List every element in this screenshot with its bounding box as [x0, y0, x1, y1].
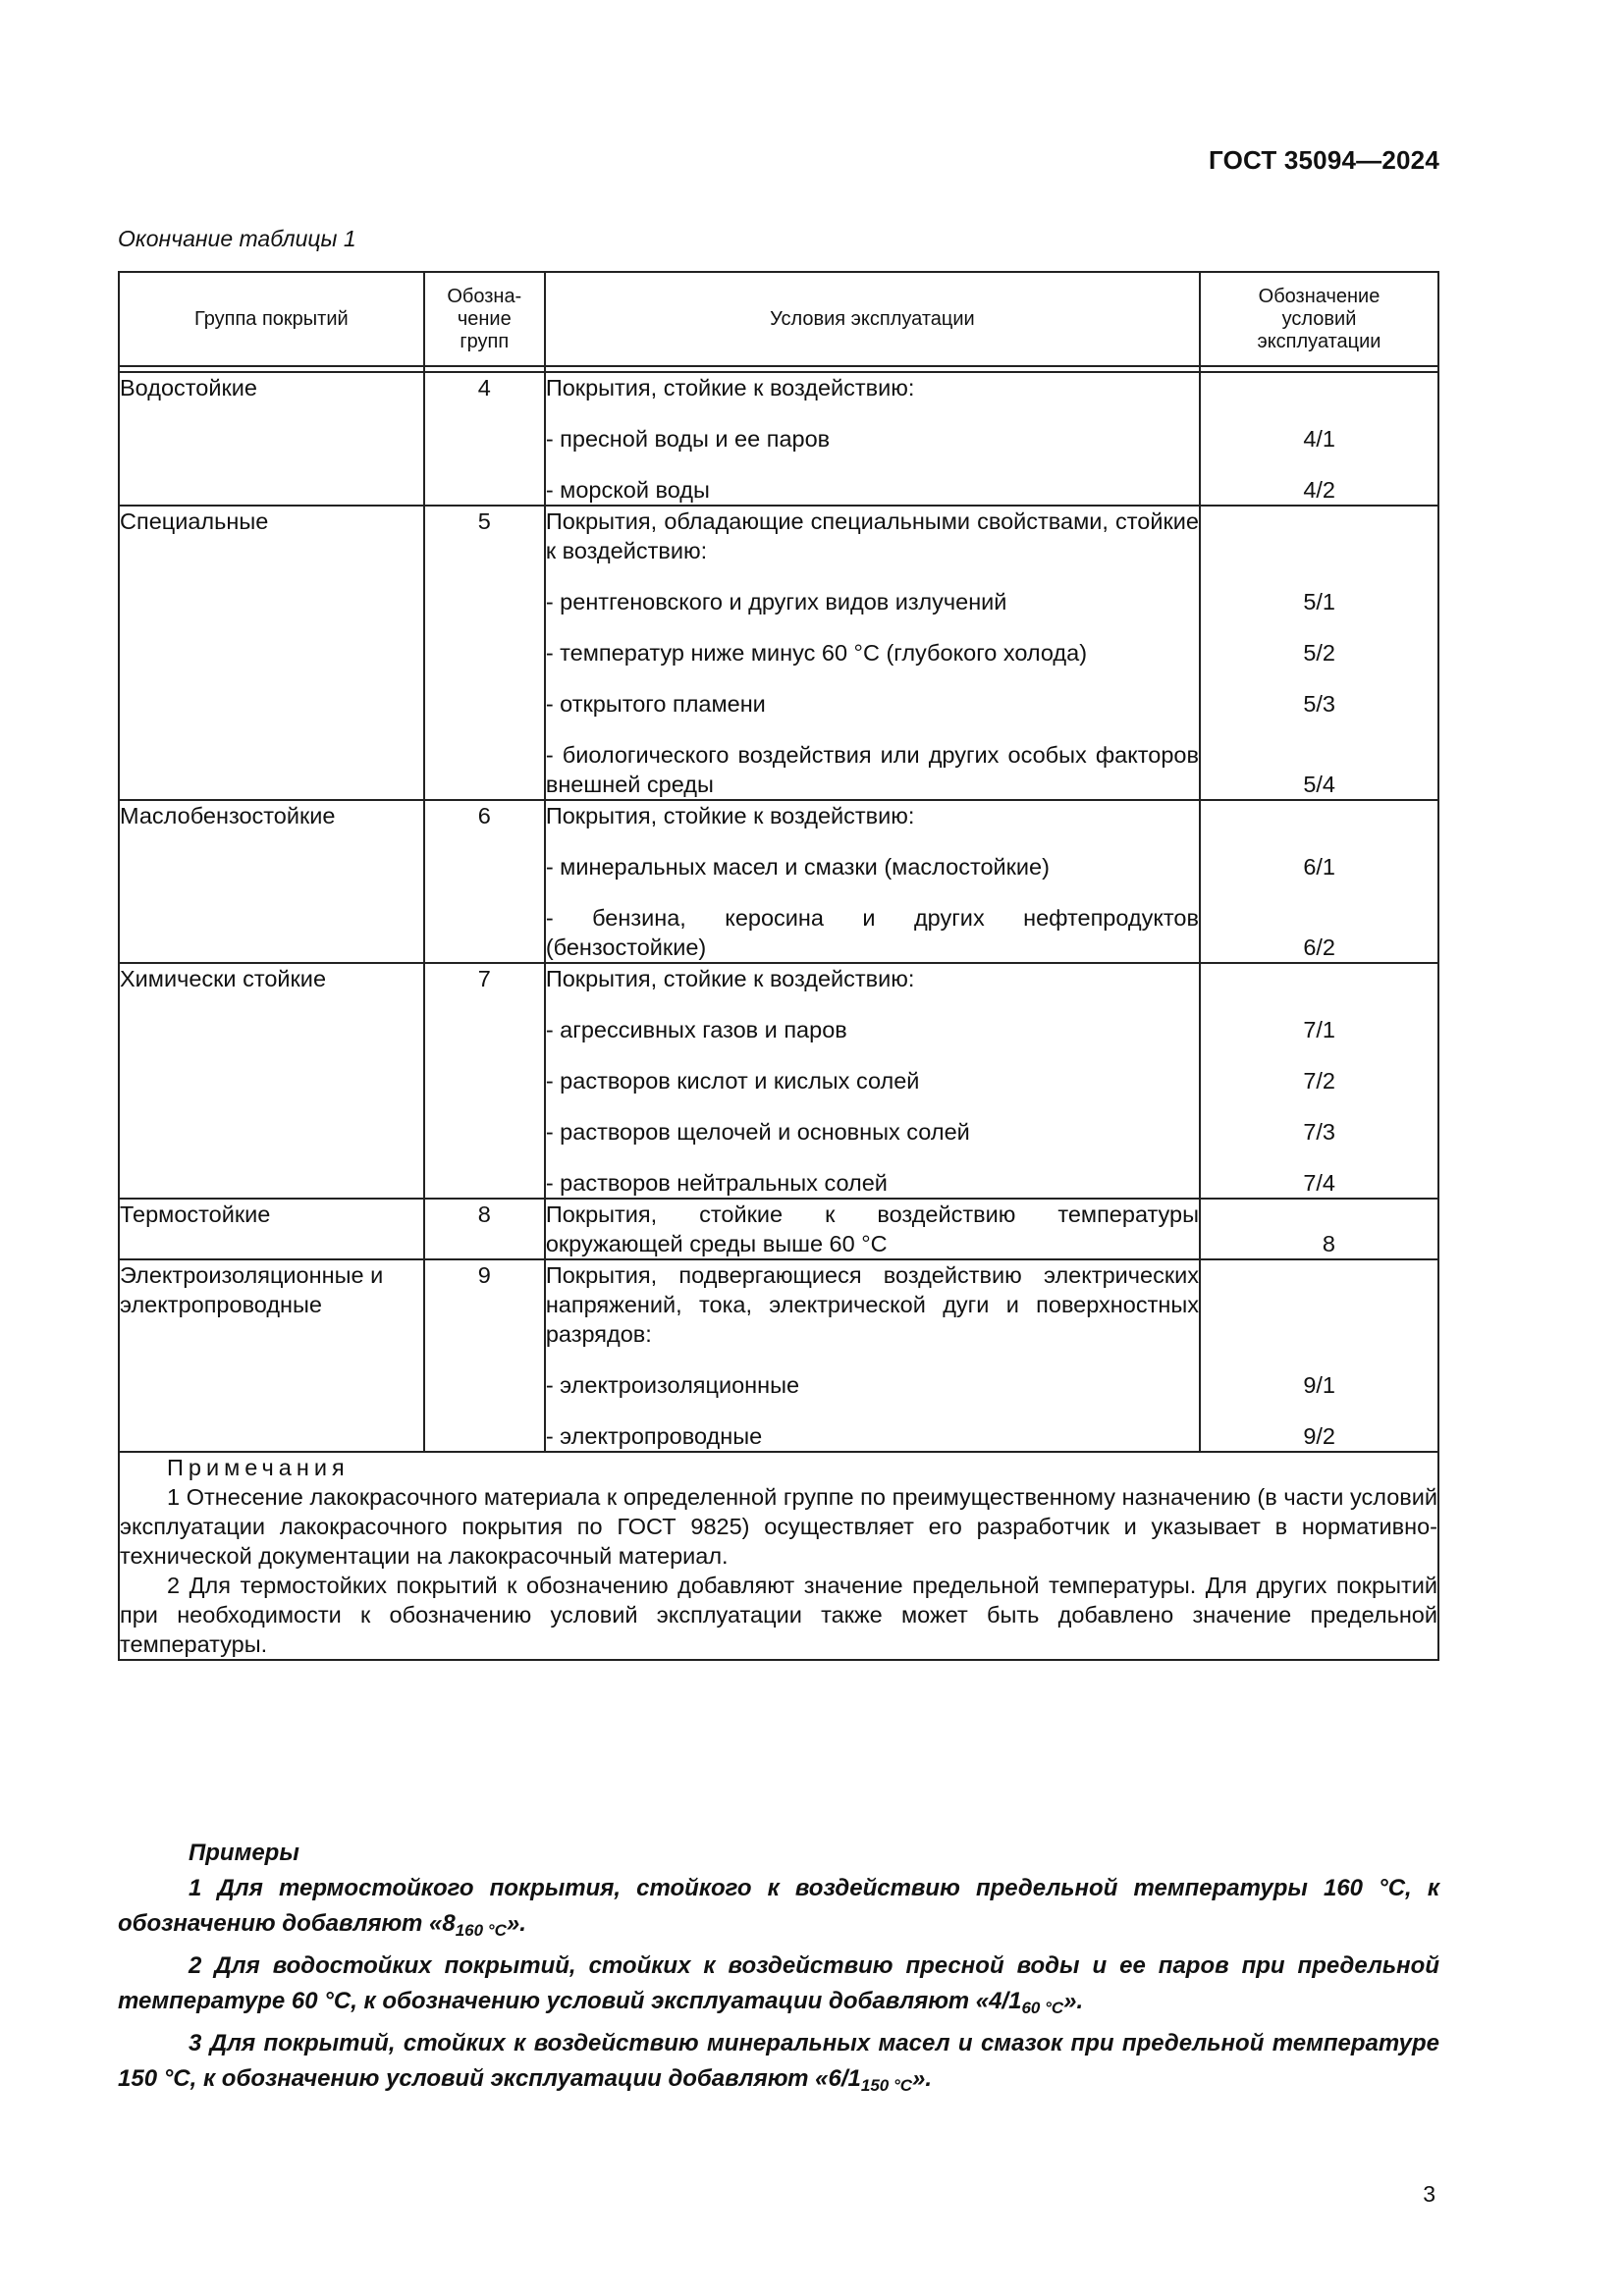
example-item: 3 Для покрытий, стойких к воздействию минеральных масел и смазок при предельной температуре 150 °С, к обозначению условий эксплуатации добавляют «$6/1_{150 ^\circ С}$».: [118, 2030, 1439, 2095]
group-number: 5: [424, 506, 545, 800]
notes-row: [119, 1452, 1438, 1660]
conditions-intro: Покрытия, стойкие к воздействию:: [545, 966, 915, 991]
condition-code: 4/2: [1303, 477, 1335, 503]
table-row: [119, 963, 1438, 1199]
group-number: 9: [424, 1259, 545, 1452]
condition-item: - минеральных масел и смазки (маслостойкие): [545, 854, 1050, 880]
group-name: Водостойкие: [119, 372, 424, 506]
codes-cell: [1200, 1199, 1438, 1259]
header-group: Группа покрытий: [119, 272, 424, 366]
conditions-intro: Покрытия, стойкие к воздействию:: [545, 803, 915, 828]
conditions-cell: [545, 800, 1200, 963]
condition-item: - морской воды: [545, 477, 710, 503]
examples-title: Примеры: [189, 1840, 299, 1866]
table-row: [119, 800, 1438, 963]
codes-cell: [1200, 800, 1438, 963]
condition-code: 7/1: [1303, 1017, 1335, 1042]
group-name: Электроизоляционные и электропроводные: [119, 1259, 424, 1452]
condition-code: 9/2: [1303, 1423, 1335, 1449]
table-row: [119, 1259, 1438, 1452]
condition-code: 7/2: [1303, 1068, 1335, 1094]
condition-item: - растворов щелочей и основных солей: [545, 1119, 970, 1145]
codes-cell: [1200, 506, 1438, 800]
condition-item: - растворов кислот и кислых солей: [545, 1068, 920, 1094]
condition-item: - агрессивных газов и паров: [545, 1017, 847, 1042]
group-number: 4: [424, 372, 545, 506]
condition-code: 5/4: [1303, 772, 1335, 797]
notes-cell: [119, 1452, 1438, 1660]
conditions-cell: [545, 372, 1200, 506]
conditions-cell: [545, 1259, 1200, 1452]
condition-item: - пресной воды и ее паров: [545, 426, 831, 452]
notes-title: Примечания: [167, 1455, 350, 1480]
codes-cell: [1200, 1259, 1438, 1452]
condition-code: 6/1: [1303, 854, 1335, 880]
group-name: Специальные: [119, 506, 424, 800]
condition-item: - рентгеновского и других видов излучений: [545, 589, 1007, 614]
conditions-cell: [545, 963, 1200, 1199]
codes-cell: [1200, 372, 1438, 506]
condition-item: - температур ниже минус 60 °С (глубокого холода): [545, 640, 1088, 666]
condition-code: 4/1: [1303, 426, 1335, 452]
header-conditions: Условия эксплуатации: [545, 272, 1200, 366]
conditions-intro: Покрытия, подвергающиеся воздействию электрических напряжений, тока, электрической дуги и поверхностных разрядов:: [545, 1262, 1199, 1347]
condition-code: 7/3: [1303, 1119, 1335, 1145]
note-item: 2 Для термостойких покрытий к обозначению добавляют значение предельной температуры. Для других покрытий при необходимости к обозначению условий эксплуатации также может быть добавлено значение предельной температуры.: [120, 1573, 1437, 1657]
codes-cell: [1200, 963, 1438, 1199]
group-name: Термостойкие: [119, 1199, 424, 1259]
table-header-row: [119, 272, 1438, 366]
table-caption: Окончание таблицы 1: [118, 226, 356, 251]
condition-code: 7/4: [1303, 1170, 1335, 1196]
group-number: 7: [424, 963, 545, 1199]
examples-section: [118, 1836, 1439, 2104]
table-row: [119, 1199, 1438, 1259]
condition-code: 6/2: [1303, 934, 1335, 960]
group-number: 8: [424, 1199, 545, 1259]
condition-code: 5/2: [1303, 640, 1335, 666]
table-row: [119, 506, 1438, 800]
condition-code: 5/3: [1303, 691, 1335, 717]
conditions-intro: Покрытия, стойкие к воздействию:: [545, 375, 915, 400]
condition-code: 8: [1322, 1231, 1335, 1256]
conditions-cell: [545, 1199, 1200, 1259]
header-cond-designation: Обозначение условий эксплуатации: [1200, 272, 1438, 366]
group-name: Химически стойкие: [119, 963, 424, 1199]
conditions-intro: Покрытия, обладающие специальными свойствами, стойкие к воздействию:: [545, 508, 1199, 563]
page-number: 3: [1423, 2181, 1435, 2207]
example-item: 1 Для термостойкого покрытия, стойкого к воздействию предельной температуры 160 °С, к обозначению добавляют «$8_{160 ^\circ С}$».: [118, 1875, 1439, 1940]
condition-item: - открытого пламени: [545, 691, 766, 717]
document-code: ГОСТ 35094—2024: [1209, 145, 1439, 175]
condition-item: - электропроводные: [545, 1423, 763, 1449]
condition-code: 9/1: [1303, 1372, 1335, 1398]
conditions-intro: Покрытия, стойкие к воздействию температуры окружающей среды выше 60 °С: [545, 1201, 1199, 1256]
condition-code: 5/1: [1303, 589, 1335, 614]
condition-item: - растворов нейтральных солей: [545, 1170, 888, 1196]
condition-item: - биологического воздействия или других особых факторов внешней среды: [545, 742, 1199, 797]
table-row: [119, 372, 1438, 506]
condition-item: - электроизоляционные: [545, 1372, 800, 1398]
condition-item: - бензина, керосина и других нефтепродуктов (бензостойкие): [545, 905, 1199, 960]
group-number: 6: [424, 800, 545, 963]
example-item: 2 Для водостойких покрытий, стойких к воздействию пресной воды и ее паров при предельной температуре 60 °С, к обозначению условий эксплуатации добавляют «$4/1_{60 ^\circ С}$».: [118, 1952, 1439, 2017]
conditions-cell: [545, 506, 1200, 800]
note-item: 1 Отнесение лакокрасочного материала к определенной группе по преимущественному назначению (в части условий эксплуатации лакокрасочного покрытия по ГОСТ 9825) осуществляет его разработчик и указывает в нормативно-технической документации на лакокрасочный материал.: [120, 1484, 1437, 1569]
conditions-table: [118, 271, 1439, 1661]
header-designation: Обозна- чение групп: [424, 272, 545, 366]
group-name: Маслобензостойкие: [119, 800, 424, 963]
